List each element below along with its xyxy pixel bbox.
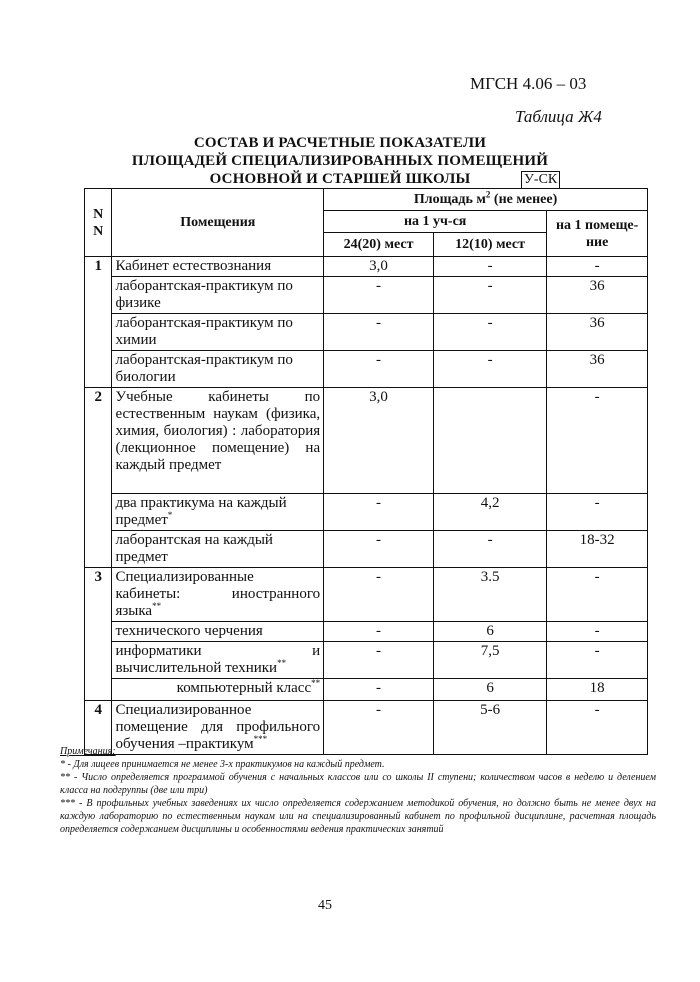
row-value-24: - [324, 701, 434, 755]
row-num [85, 531, 112, 568]
area-table [84, 188, 648, 755]
table-row [85, 679, 648, 701]
row-name: два практикума на каждый предмет [115, 495, 287, 528]
row-name: лаборантская-практикум по химии [112, 314, 324, 351]
title-line-1: СОСТАВ И РАСЧЕТНЫЕ ПОКАЗАТЕЛИ [193, 135, 487, 151]
row-name: информатики и вычислительной техники [115, 643, 321, 676]
row-num [85, 351, 112, 388]
row-name-wrap [112, 494, 324, 531]
row-value-12: 6 [433, 679, 546, 701]
row-num [85, 277, 112, 314]
page-number: 45 [318, 898, 332, 913]
row-name: Специализированные кабинеты: иностранного языка [115, 569, 321, 619]
row-num [85, 622, 112, 642]
row-value-24: - [324, 568, 434, 622]
row-value-room: - [547, 494, 648, 531]
notes [60, 745, 656, 836]
footnote-marker: *** [253, 734, 268, 744]
header-area-suffix: (не менее) [490, 192, 558, 207]
footnote-marker: * [167, 510, 173, 520]
row-name: Учебные кабинеты по естественным наукам (физика, химия, биология) : лаборатория (лекционное помещение) на каждый предмет [112, 388, 324, 494]
table-row [85, 568, 648, 622]
row-num: 4 [85, 701, 112, 755]
row-value-12: 3.5 [433, 568, 546, 622]
table-row [85, 277, 648, 314]
row-name: лаборантская-практикум по физике [112, 277, 324, 314]
header-room: Помещения [112, 189, 324, 257]
row-value-12 [433, 388, 546, 494]
row-value-room: - [547, 388, 648, 494]
document-code: МГСН 4.06 – 03 [470, 74, 587, 93]
row-value-12: - [433, 314, 546, 351]
row-value-room: - [547, 622, 648, 642]
row-name: лаборантская на каждый предмет [112, 531, 324, 568]
row-name-wrap [112, 679, 324, 701]
row-value-12: - [433, 351, 546, 388]
row-value-24: - [324, 679, 434, 701]
note-1: * - Для лицеев принимается не менее 3-х практикумов на каждый предмет. [60, 759, 385, 770]
row-value-12: 6 [433, 622, 546, 642]
row-name: лаборантская-практикум по биологии [112, 351, 324, 388]
header-12: 12(10) мест [433, 233, 546, 257]
row-name: Специализированное помещение для профильного обучения –практикум [115, 702, 321, 752]
row-num [85, 642, 112, 679]
row-value-12: 5-6 [433, 701, 546, 755]
row-value-24: - [324, 531, 434, 568]
header-area [324, 189, 648, 211]
row-name: технического черчения [112, 622, 324, 642]
table-row [85, 494, 648, 531]
row-value-room: - [547, 257, 648, 277]
row-value-room: - [547, 568, 648, 622]
row-value-12: - [433, 531, 546, 568]
table-row [85, 314, 648, 351]
row-value-24: - [324, 351, 434, 388]
header-area-sup: 2 [485, 189, 491, 200]
row-value-24: - [324, 642, 434, 679]
title-line-2: ПЛОЩАДЕЙ СПЕЦИАЛИЗИРОВАННЫХ ПОМЕЩЕНИЙ [131, 153, 549, 169]
note-2: ** - Число определяется программой обучения с начальных классов или со школы II ступени; количеством часов в неделю и делением класса на подгруппы (две или три) [60, 772, 656, 796]
header-24: 24(20) мест [324, 233, 434, 257]
row-num [85, 494, 112, 531]
row-value-room: 36 [547, 277, 648, 314]
title-line-3: ОСНОВНОЙ И СТАРШЕЙ ШКОЛЫ [209, 171, 471, 187]
table-title [125, 134, 555, 188]
row-value-24: - [324, 314, 434, 351]
table-row [85, 351, 648, 388]
row-value-24: - [324, 494, 434, 531]
row-value-room: 18-32 [547, 531, 648, 568]
footnote-marker: ** [311, 678, 321, 688]
notes-title: Примечания: [60, 746, 116, 757]
row-num: 1 [85, 257, 112, 277]
table-row [85, 531, 648, 568]
table-row [85, 257, 648, 277]
row-value-room: 36 [547, 351, 648, 388]
row-value-room: - [547, 701, 648, 755]
footnote-marker: ** [152, 601, 162, 611]
row-name-wrap [112, 568, 324, 622]
code-box: У-СК [521, 171, 560, 189]
row-value-24: 3,0 [324, 257, 434, 277]
row-num [85, 679, 112, 701]
header-area-text: Площадь м [413, 192, 486, 207]
header-per-room: на 1 помеще-ние [547, 211, 648, 257]
row-value-24: 3,0 [324, 388, 434, 494]
row-value-room: 18 [547, 679, 648, 701]
row-value-room: 36 [547, 314, 648, 351]
header-num: N N [85, 189, 112, 257]
row-num: 2 [85, 388, 112, 494]
row-value-24: - [324, 622, 434, 642]
row-value-room: - [547, 642, 648, 679]
table-row [85, 622, 648, 642]
row-value-24: - [324, 277, 434, 314]
row-name: Кабинет естествознания [112, 257, 324, 277]
row-value-12: 7,5 [433, 642, 546, 679]
row-value-12: - [433, 257, 546, 277]
row-name: компьютерный класс [176, 680, 312, 696]
footnote-marker: ** [277, 658, 287, 668]
row-num [85, 314, 112, 351]
row-name-wrap [112, 642, 324, 679]
header-per-student: на 1 уч-ся [324, 211, 547, 233]
row-value-12: - [433, 277, 546, 314]
row-num: 3 [85, 568, 112, 622]
note-3: *** - В профильных учебных заведениях их число определяется содержанием методикой обучения, но должно быть не менее двух на каждую лабораторию по естественным наукам или на специализированный кабинет по профильной дисциплине, расчетная площадь определяется содержанием дисциплины и особенностями ведения практических занятий [60, 798, 656, 835]
row-value-12: 4,2 [433, 494, 546, 531]
table-row [85, 388, 648, 494]
table-row [85, 642, 648, 679]
table-label: Таблица Ж4 [515, 107, 602, 126]
